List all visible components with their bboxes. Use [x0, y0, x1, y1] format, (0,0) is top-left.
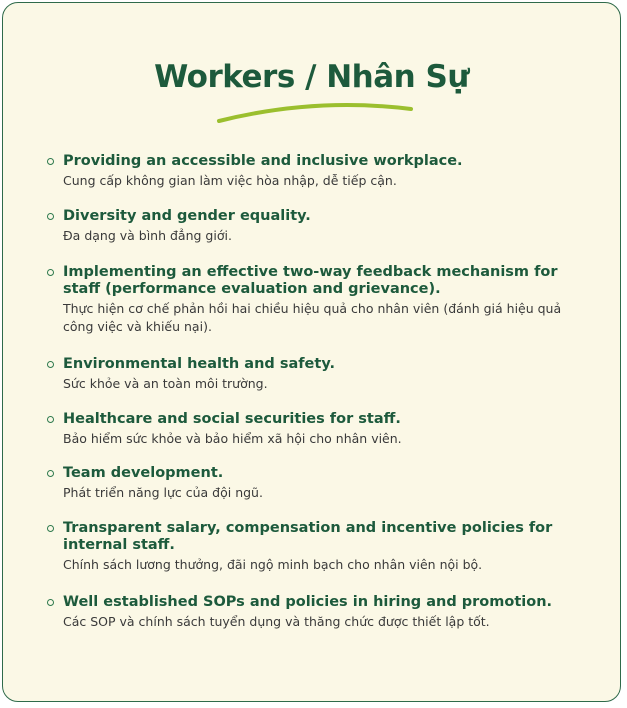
item-title: Implementing an effective two-way feedback mechanism for staff (performance evaluation and grievance). — [63, 264, 558, 297]
page-title: Workers / Nhân Sự — [154, 59, 469, 95]
workers-list — [3, 3, 620, 701]
item-title: Providing an accessible and inclusive workplace. — [63, 153, 463, 169]
bullet-icon — [47, 213, 54, 220]
list-item — [47, 465, 577, 502]
item-translation: Đa dạng và bình đẳng giới. — [63, 228, 232, 243]
item-title: Transparent salary, compensation and incentive policies for internal staff. — [63, 520, 553, 553]
item-title: Team development. — [63, 465, 224, 481]
item-translation: Các SOP và chính sách tuyển dụng và thăng chức được thiết lập tốt. — [63, 614, 490, 629]
list-item — [47, 520, 577, 574]
list-item — [47, 594, 577, 631]
item-title: Diversity and gender equality. — [63, 208, 311, 224]
workers-card — [2, 2, 621, 702]
item-translation: Chính sách lương thưởng, đãi ngộ minh bạch cho nhân viên nội bộ. — [63, 557, 483, 572]
bullet-icon — [47, 525, 54, 532]
bullet-icon — [47, 361, 54, 368]
list-item — [47, 264, 577, 336]
item-translation: Phát triển năng lực của đội ngũ. — [63, 485, 263, 500]
list-item — [47, 153, 577, 190]
bullet-icon — [47, 470, 54, 477]
item-title: Environmental health and safety. — [63, 356, 335, 372]
item-title: Healthcare and social securities for staff. — [63, 411, 401, 427]
bullet-icon — [47, 416, 54, 423]
item-translation: Sức khỏe và an toàn môi trường. — [63, 376, 268, 391]
list-item — [47, 356, 577, 393]
list-item — [47, 411, 577, 448]
bullet-icon — [47, 269, 54, 276]
list-item — [47, 208, 577, 245]
item-translation: Bảo hiểm sức khỏe và bảo hiểm xã hội cho nhân viên. — [63, 431, 402, 446]
bullet-icon — [47, 599, 54, 606]
item-translation: Cung cấp không gian làm việc hòa nhập, dễ tiếp cận. — [63, 173, 397, 188]
bullet-icon — [47, 158, 54, 165]
item-translation: Thực hiện cơ chế phản hồi hai chiều hiệu quả cho nhân viên (đánh giá hiệu quả công việc và khiếu nại). — [63, 301, 562, 334]
item-title: Well established SOPs and policies in hiring and promotion. — [63, 594, 553, 610]
